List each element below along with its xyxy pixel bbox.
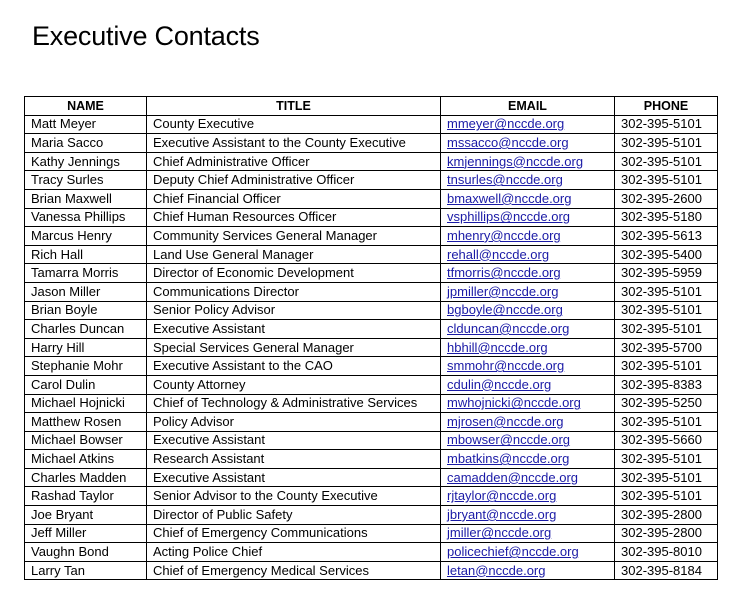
contact-name: Matthew Rosen <box>25 413 147 432</box>
table-row <box>25 561 718 580</box>
contact-name: Matt Meyer <box>25 115 147 134</box>
contact-email-cell <box>441 506 615 525</box>
table-row <box>25 338 718 357</box>
contact-name: Marcus Henry <box>25 227 147 246</box>
column-header-title: TITLE <box>147 97 441 116</box>
contact-email-link[interactable]: rjtaylor@nccde.org <box>447 488 557 504</box>
contact-title: Chief Administrative Officer <box>147 152 441 171</box>
contact-phone: 302-395-8010 <box>615 543 718 562</box>
contact-email-link[interactable]: mwhojnicki@nccde.org <box>447 395 581 411</box>
contact-title: Chief Human Resources Officer <box>147 208 441 227</box>
column-header-email: EMAIL <box>441 97 615 116</box>
contact-phone: 302-395-5101 <box>615 171 718 190</box>
page-title: Executive Contacts <box>32 21 260 51</box>
contact-email-cell <box>441 171 615 190</box>
contacts-table <box>24 96 718 580</box>
contact-title: Special Services General Manager <box>147 338 441 357</box>
contact-phone: 302-395-2600 <box>615 189 718 208</box>
column-header-phone: PHONE <box>615 97 718 116</box>
contact-name: Michael Hojnicki <box>25 394 147 413</box>
table-row <box>25 189 718 208</box>
contact-email-link[interactable]: camadden@nccde.org <box>447 469 578 485</box>
contact-title: Chief of Emergency Communications <box>147 524 441 543</box>
contact-email-link[interactable]: clduncan@nccde.org <box>447 320 570 336</box>
contact-name: Jason Miller <box>25 282 147 301</box>
table-row <box>25 375 718 394</box>
contact-name: Charles Madden <box>25 468 147 487</box>
contact-email-cell <box>441 524 615 543</box>
contact-phone: 302-395-5101 <box>615 468 718 487</box>
table-row <box>25 320 718 339</box>
contact-title: Director of Economic Development <box>147 264 441 283</box>
contact-email-cell <box>441 450 615 469</box>
contact-email-cell <box>441 561 615 580</box>
header-row <box>25 97 718 116</box>
contact-name: Vaughn Bond <box>25 543 147 562</box>
contact-phone: 302-395-5101 <box>615 413 718 432</box>
contact-email-link[interactable]: mssacco@nccde.org <box>447 134 569 150</box>
contact-email-cell <box>441 394 615 413</box>
table-row <box>25 468 718 487</box>
contact-email-link[interactable]: tfmorris@nccde.org <box>447 265 561 281</box>
table-row <box>25 394 718 413</box>
contact-title: Executive Assistant to the CAO <box>147 357 441 376</box>
table-row <box>25 524 718 543</box>
table-row <box>25 171 718 190</box>
contact-email-link[interactable]: bmaxwell@nccde.org <box>447 190 572 206</box>
table-row <box>25 431 718 450</box>
contact-email-link[interactable]: mhenry@nccde.org <box>447 227 561 243</box>
contact-email-cell <box>441 487 615 506</box>
contact-email-cell <box>441 338 615 357</box>
contact-email-cell <box>441 134 615 153</box>
table-row <box>25 413 718 432</box>
table-row <box>25 506 718 525</box>
contact-phone: 302-395-5101 <box>615 301 718 320</box>
contact-name: Michael Atkins <box>25 450 147 469</box>
contact-phone: 302-395-5180 <box>615 208 718 227</box>
contact-phone: 302-395-5660 <box>615 431 718 450</box>
table-header <box>25 97 718 116</box>
contact-title: Director of Public Safety <box>147 506 441 525</box>
contact-email-link[interactable]: smmohr@nccde.org <box>447 358 565 374</box>
contact-title: Executive Assistant <box>147 431 441 450</box>
contact-name: Rashad Taylor <box>25 487 147 506</box>
contact-title: Community Services General Manager <box>147 227 441 246</box>
contact-email-cell <box>441 301 615 320</box>
contact-email-link[interactable]: hbhill@nccde.org <box>447 339 548 355</box>
table-row <box>25 357 718 376</box>
table-row <box>25 264 718 283</box>
table-row <box>25 134 718 153</box>
contact-phone: 302-395-2800 <box>615 506 718 525</box>
contact-title: Communications Director <box>147 282 441 301</box>
contact-email-link[interactable]: rehall@nccde.org <box>447 246 550 262</box>
contact-name: Stephanie Mohr <box>25 357 147 376</box>
contact-name: Tamarra Morris <box>25 264 147 283</box>
contact-phone: 302-395-5400 <box>615 245 718 264</box>
contact-title: Chief of Emergency Medical Services <box>147 561 441 580</box>
contact-email-cell <box>441 468 615 487</box>
contact-email-cell <box>441 152 615 171</box>
contact-title: County Attorney <box>147 375 441 394</box>
contact-title: Executive Assistant to the County Executive <box>147 134 441 153</box>
contact-email-cell <box>441 245 615 264</box>
contact-name: Vanessa Phillips <box>25 208 147 227</box>
table-row <box>25 208 718 227</box>
contact-phone: 302-395-8184 <box>615 561 718 580</box>
contact-email-cell <box>441 357 615 376</box>
contact-email-cell <box>441 413 615 432</box>
contact-email-link[interactable]: cdulin@nccde.org <box>447 376 552 392</box>
contact-email-cell <box>441 320 615 339</box>
contact-name: Maria Sacco <box>25 134 147 153</box>
table-row <box>25 115 718 134</box>
contact-title: Executive Assistant <box>147 320 441 339</box>
contact-title: Acting Police Chief <box>147 543 441 562</box>
contact-email-link[interactable]: jmiller@nccde.org <box>447 525 552 541</box>
column-header-name: NAME <box>25 97 147 116</box>
table-row <box>25 245 718 264</box>
contact-name: Rich Hall <box>25 245 147 264</box>
contact-email-cell <box>441 282 615 301</box>
contact-email-cell <box>441 264 615 283</box>
contact-phone: 302-395-5101 <box>615 152 718 171</box>
contact-email-cell <box>441 431 615 450</box>
contact-email-link[interactable]: mmeyer@nccde.org <box>447 116 565 132</box>
contact-name: Kathy Jennings <box>25 152 147 171</box>
contact-phone: 302-395-5101 <box>615 282 718 301</box>
contact-name: Carol Dulin <box>25 375 147 394</box>
contact-name: Brian Boyle <box>25 301 147 320</box>
contact-title: Executive Assistant <box>147 468 441 487</box>
contact-email-link[interactable]: mbatkins@nccde.org <box>447 451 570 467</box>
contact-name: Brian Maxwell <box>25 189 147 208</box>
contact-phone: 302-395-5101 <box>615 115 718 134</box>
contact-email-link[interactable]: kmjennings@nccde.org <box>447 153 584 169</box>
contact-email-link[interactable]: tnsurles@nccde.org <box>447 172 563 188</box>
contact-name: Joe Bryant <box>25 506 147 525</box>
contact-phone: 302-395-5250 <box>615 394 718 413</box>
table-body <box>25 115 718 580</box>
contact-email-link[interactable]: mbowser@nccde.org <box>447 432 571 448</box>
contact-name: Harry Hill <box>25 338 147 357</box>
contact-title: Deputy Chief Administrative Officer <box>147 171 441 190</box>
contact-email-cell <box>441 189 615 208</box>
table-row <box>25 152 718 171</box>
contact-name: Tracy Surles <box>25 171 147 190</box>
table-row <box>25 227 718 246</box>
contact-email-link[interactable]: jbryant@nccde.org <box>447 506 557 522</box>
contact-phone: 302-395-5959 <box>615 264 718 283</box>
contact-email-link[interactable]: policechief@nccde.org <box>447 544 579 560</box>
contact-email-cell <box>441 208 615 227</box>
contact-title: Policy Advisor <box>147 413 441 432</box>
contact-email-link[interactable]: mjrosen@nccde.org <box>447 413 564 429</box>
contact-phone: 302-395-5101 <box>615 134 718 153</box>
contact-title: Land Use General Manager <box>147 245 441 264</box>
contact-phone: 302-395-2800 <box>615 524 718 543</box>
contact-title: County Executive <box>147 115 441 134</box>
contact-name: Michael Bowser <box>25 431 147 450</box>
contact-email-cell <box>441 227 615 246</box>
contact-name: Jeff Miller <box>25 524 147 543</box>
table-row <box>25 543 718 562</box>
contact-email-cell <box>441 543 615 562</box>
contact-phone: 302-395-5613 <box>615 227 718 246</box>
contact-title: Senior Advisor to the County Executive <box>147 487 441 506</box>
table-row <box>25 282 718 301</box>
table-row <box>25 487 718 506</box>
contact-title: Research Assistant <box>147 450 441 469</box>
contact-title: Chief of Technology & Administrative Services <box>147 394 441 413</box>
contact-email-cell <box>441 375 615 394</box>
contact-name: Charles Duncan <box>25 320 147 339</box>
contact-phone: 302-395-5101 <box>615 357 718 376</box>
contact-email-link[interactable]: vsphillips@nccde.org <box>447 209 571 225</box>
table-row <box>25 450 718 469</box>
contact-email-link[interactable]: bgboyle@nccde.org <box>447 302 563 318</box>
contact-phone: 302-395-8383 <box>615 375 718 394</box>
contact-phone: 302-395-5101 <box>615 450 718 469</box>
contact-name: Larry Tan <box>25 561 147 580</box>
contact-email-link[interactable]: jpmiller@nccde.org <box>447 283 559 299</box>
contact-title: Chief Financial Officer <box>147 189 441 208</box>
contact-phone: 302-395-5700 <box>615 338 718 357</box>
contact-title: Senior Policy Advisor <box>147 301 441 320</box>
table-row <box>25 301 718 320</box>
contact-email-cell <box>441 115 615 134</box>
contact-phone: 302-395-5101 <box>615 320 718 339</box>
contact-email-link[interactable]: letan@nccde.org <box>447 562 546 578</box>
contact-phone: 302-395-5101 <box>615 487 718 506</box>
